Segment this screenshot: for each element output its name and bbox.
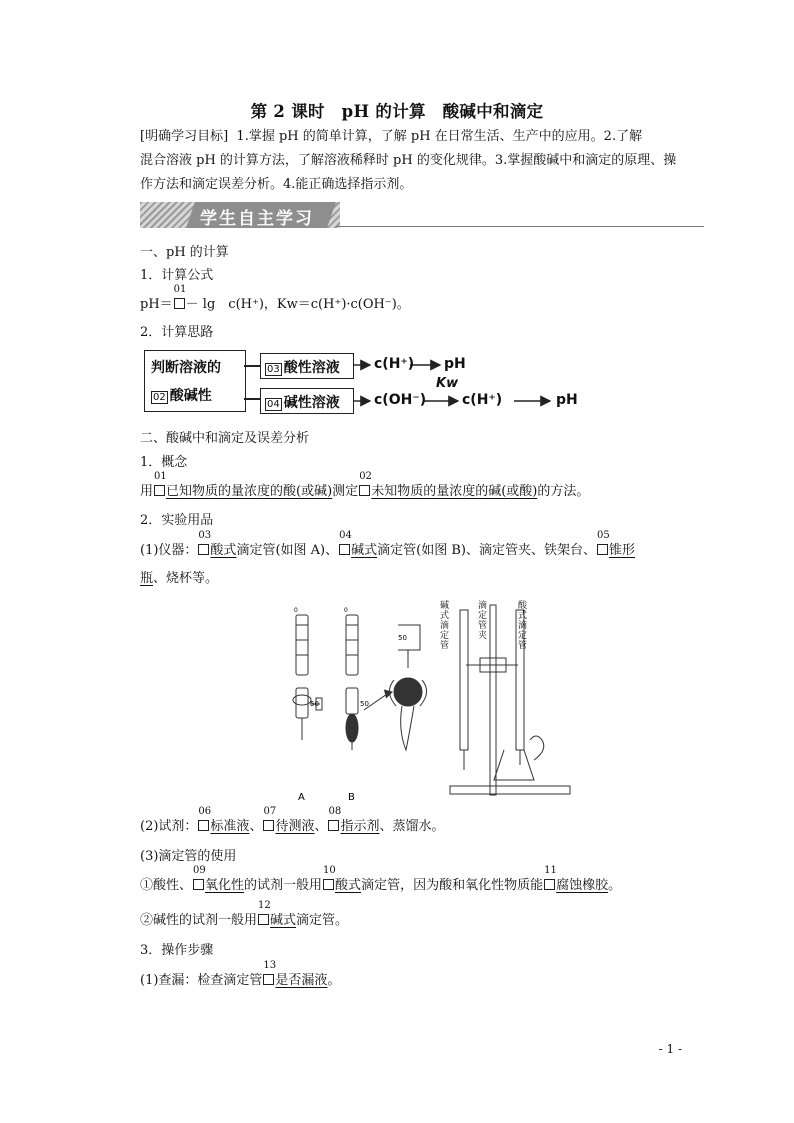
concept-line	[140, 471, 590, 501]
figure-label-b: B	[348, 792, 355, 803]
objectives-line-3: 作方法和滴定误差分析。4.能正确选择指示剂。	[140, 177, 413, 192]
flow-acid-label: 酸性溶液	[283, 360, 340, 376]
blank-number: 03	[198, 530, 212, 541]
use1-mid-2: 滴定管，因为酸和氧化性物质能	[361, 878, 544, 893]
flow-base-number: 04	[267, 399, 280, 410]
concept-prefix: 用	[140, 484, 154, 499]
blank-box	[339, 530, 352, 555]
flow-judge-box	[144, 350, 246, 412]
page-title: 第 2 课时 pH 的计算 酸碱中和滴定	[250, 102, 544, 121]
use2-suffix: 滴定管。	[296, 913, 349, 928]
use-line-1	[140, 865, 622, 895]
blank-box	[359, 471, 372, 496]
flow-acid-ph: pH	[444, 356, 466, 372]
inst-text-3: 、烧杯等。	[153, 571, 219, 586]
flow-acid-box	[260, 353, 354, 379]
label-acid-burette: 酸式滴定管	[518, 601, 528, 651]
concept-suffix: 的方法。	[537, 484, 590, 499]
scale-b-0: 0	[344, 607, 348, 614]
label-clamp: 滴定管夹	[478, 601, 488, 641]
section1-sub2: 2．计算思路	[140, 325, 214, 340]
step1-answer: 是否漏液	[275, 973, 328, 988]
blank-box	[263, 960, 277, 985]
blank-number: 10	[323, 865, 336, 876]
formula-answer: － lg c(H⁺)	[185, 297, 264, 312]
objectives-label: [明确学习目标]	[140, 129, 229, 144]
ph-formula	[140, 284, 410, 314]
scale-a-0: 0	[294, 607, 298, 614]
formula-suffix: ，Kw＝c(H⁺)·c(OH⁻)。	[263, 297, 410, 312]
blank-box	[596, 530, 610, 555]
use1-answer-2: 酸式	[335, 878, 362, 893]
instruments-line-2	[140, 570, 218, 588]
flow-base-ch: c(H⁺)	[462, 392, 503, 408]
use1-answer-3: 腐蚀橡胶	[556, 878, 609, 893]
section2-sub1: 1．概念	[140, 455, 188, 470]
objectives-line-2: 混合溶液 pH 的计算方法，了解溶液稀释时 pH 的变化规律。3.掌握酸碱中和滴定的原理、操	[140, 153, 677, 168]
inst-text-2: 滴定管(如图 B)、滴定管夹、铁架台、	[377, 543, 596, 558]
reagent-suffix: 、蒸馏水。	[379, 819, 445, 834]
objectives-text-1: 1.掌握 pH 的简单计算，了解 pH 在日常生活、生产中的应用。2.了解	[236, 129, 643, 144]
inst-answer-3-end: 瓶	[140, 571, 154, 586]
blank-number: 11	[544, 865, 557, 876]
use2-prefix: ②碱性的试剂一般用	[140, 913, 258, 928]
blank-box	[263, 806, 277, 831]
flow-base-box	[260, 388, 354, 414]
blank-number: 13	[263, 960, 277, 971]
step-1-line	[140, 960, 341, 990]
section2-sub2: 2．实验用品	[140, 513, 214, 528]
banner-text: 学生自主学习	[200, 209, 314, 229]
flow-judge-number: 02	[153, 392, 166, 403]
section-banner	[140, 202, 704, 228]
flow-base-ph: pH	[556, 392, 578, 408]
reagent-answer-1: 标准液	[210, 819, 250, 834]
burette-b-tube	[346, 615, 358, 675]
inst-answer-1: 酸式	[210, 543, 237, 558]
figure-label-a: A	[298, 792, 305, 803]
section2-sub3: 3．操作步骤	[140, 943, 214, 958]
inst-prefix: (1)仪器：	[140, 543, 198, 558]
use2-answer: 碱式	[270, 913, 297, 928]
reagent-answer-3: 指示剂	[340, 819, 380, 834]
step1-prefix: (1)查漏：检查滴定管	[140, 973, 263, 988]
step1-suffix: 。	[327, 973, 341, 988]
blank-number: 08	[328, 806, 342, 817]
scale-mag-50: 50	[398, 634, 407, 642]
blank-number: 06	[198, 806, 212, 817]
blank-number: 01	[154, 471, 167, 482]
flow-base-label: 碱性溶液	[283, 395, 340, 411]
use1-prefix: ①酸性、	[140, 878, 193, 893]
blank-box	[198, 806, 212, 831]
use1-suffix: 。	[608, 878, 622, 893]
blank-box	[323, 865, 336, 890]
flow-kw: Kw	[436, 376, 459, 391]
concept-answer-2: 未知物质的量浓度的碱(或酸)	[371, 484, 538, 499]
blank-number: 04	[339, 530, 352, 541]
blank-number: 01	[173, 284, 187, 295]
flow-judge-line2: 酸碱性	[169, 388, 212, 404]
section1-heading: 一、pH 的计算	[140, 245, 229, 260]
blank-box	[193, 865, 206, 890]
use1-mid: 的试剂一般用	[244, 878, 323, 893]
objectives-line-1	[140, 128, 642, 146]
blank-number: 02	[359, 471, 372, 482]
stand-base-burette	[460, 610, 468, 750]
burette-figure	[280, 600, 700, 810]
flow-base-coh: c(OH⁻)	[374, 392, 427, 408]
blank-box	[154, 471, 167, 496]
blank-box	[328, 806, 342, 831]
inst-text-1: 滴定管(如图 A)、	[236, 543, 339, 558]
blank-number: 09	[193, 865, 206, 876]
flow-acid-number: 03	[267, 364, 280, 375]
label-base-burette: 碱式滴定管	[440, 601, 450, 651]
page-number: - 1 -	[658, 1042, 682, 1056]
blank-number: 07	[263, 806, 277, 817]
use-line-2	[140, 900, 349, 930]
inst-answer-2: 碱式	[351, 543, 378, 558]
scale-b-50: 50	[360, 700, 369, 708]
scale-a-50: 50	[310, 700, 319, 708]
formula-prefix: pH＝	[140, 297, 173, 312]
instruments-line	[140, 530, 635, 560]
blank-number: 05	[596, 530, 610, 541]
flow-judge-line1: 判断溶液的	[151, 360, 221, 376]
use1-answer-1: 氧化性	[205, 878, 245, 893]
use-heading: (3)滴定管的使用	[140, 849, 237, 864]
flow-acid-ch: c(H⁺)	[374, 356, 415, 372]
concept-mid: 测定	[332, 484, 359, 499]
reagent-prefix: (2)试剂：	[140, 819, 198, 834]
burette-a-tube	[296, 615, 308, 675]
reagents-line: (2)试剂： 06 标准液、 07 待测液、 08 指示剂、蒸馏水。	[140, 806, 445, 834]
reagent-answer-2: 待测液	[275, 819, 315, 834]
blank-number: 12	[258, 900, 271, 911]
section2-heading: 二、酸碱中和滴定及误差分析	[140, 431, 310, 446]
concept-answer-1: 已知物质的量浓度的酸(或碱)	[166, 484, 333, 499]
section1-sub1: 1．计算公式	[140, 268, 214, 283]
blank-01-box	[173, 284, 187, 309]
blank-box	[544, 865, 557, 890]
inst-answer-3: 锥形	[608, 543, 635, 558]
blank-box	[198, 530, 212, 555]
blank-box	[258, 900, 271, 925]
